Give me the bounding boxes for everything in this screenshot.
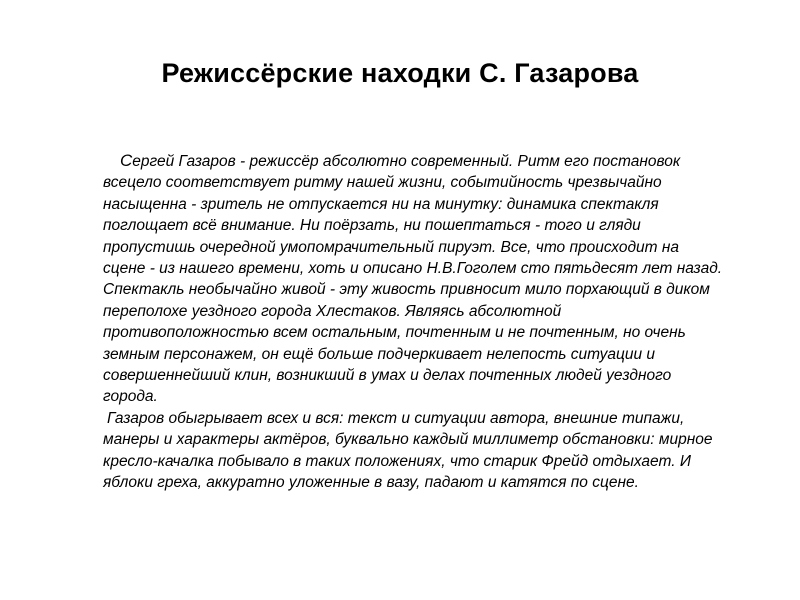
paragraph-2-text: Газаров обыгрывает всех и вся: текст и ситуации автора, внешние типажи, манеры и характеры актёров, буквально каждый миллиметр обстановки: мирное кресло-качалка побывало в таких положениях, что старик Фрейд отдыхает. И яблоки греха, аккуратно уложенные в вазу, падают и катятся по сцене. — [103, 409, 713, 492]
paragraph-1 — [103, 150, 725, 408]
paragraph-1-text: ергей Газаров - режиссёр абсолютно современный. Ритм его постановок всецело соответствует ритму нашей жизни, событийность чрезвычайно насыщенна - зритель не отпускается ни на минутку: динамика спектакля поглощает всё внимание. Ни поёрзать, ни пошептаться - того и гляди пропустишь очередной умопомрачительный пируэт. Все, что происходит на сцене - из нашего времени, хоть и описано Н.В.Гоголем сто пятьдесят лет назад. Спектакль необычайно живой - эту живость привносит мило порхающий в диком переполохе уездного города Хлестаков. Являясь абсолютной противоположностью всем остальным, почтенным и не почтенным, но очень земным персонажем, он ещё больше подчеркивает нелепость ситуации и совершеннейший клин, возникший в умах и делах почтенных людей уездного города. — [103, 153, 723, 406]
paragraph-1-first-letter: С — [120, 151, 133, 170]
slide-body — [103, 150, 725, 494]
paragraph-2 — [103, 408, 725, 494]
slide-title: Режиссёрские находки С. Газарова — [161, 58, 639, 88]
